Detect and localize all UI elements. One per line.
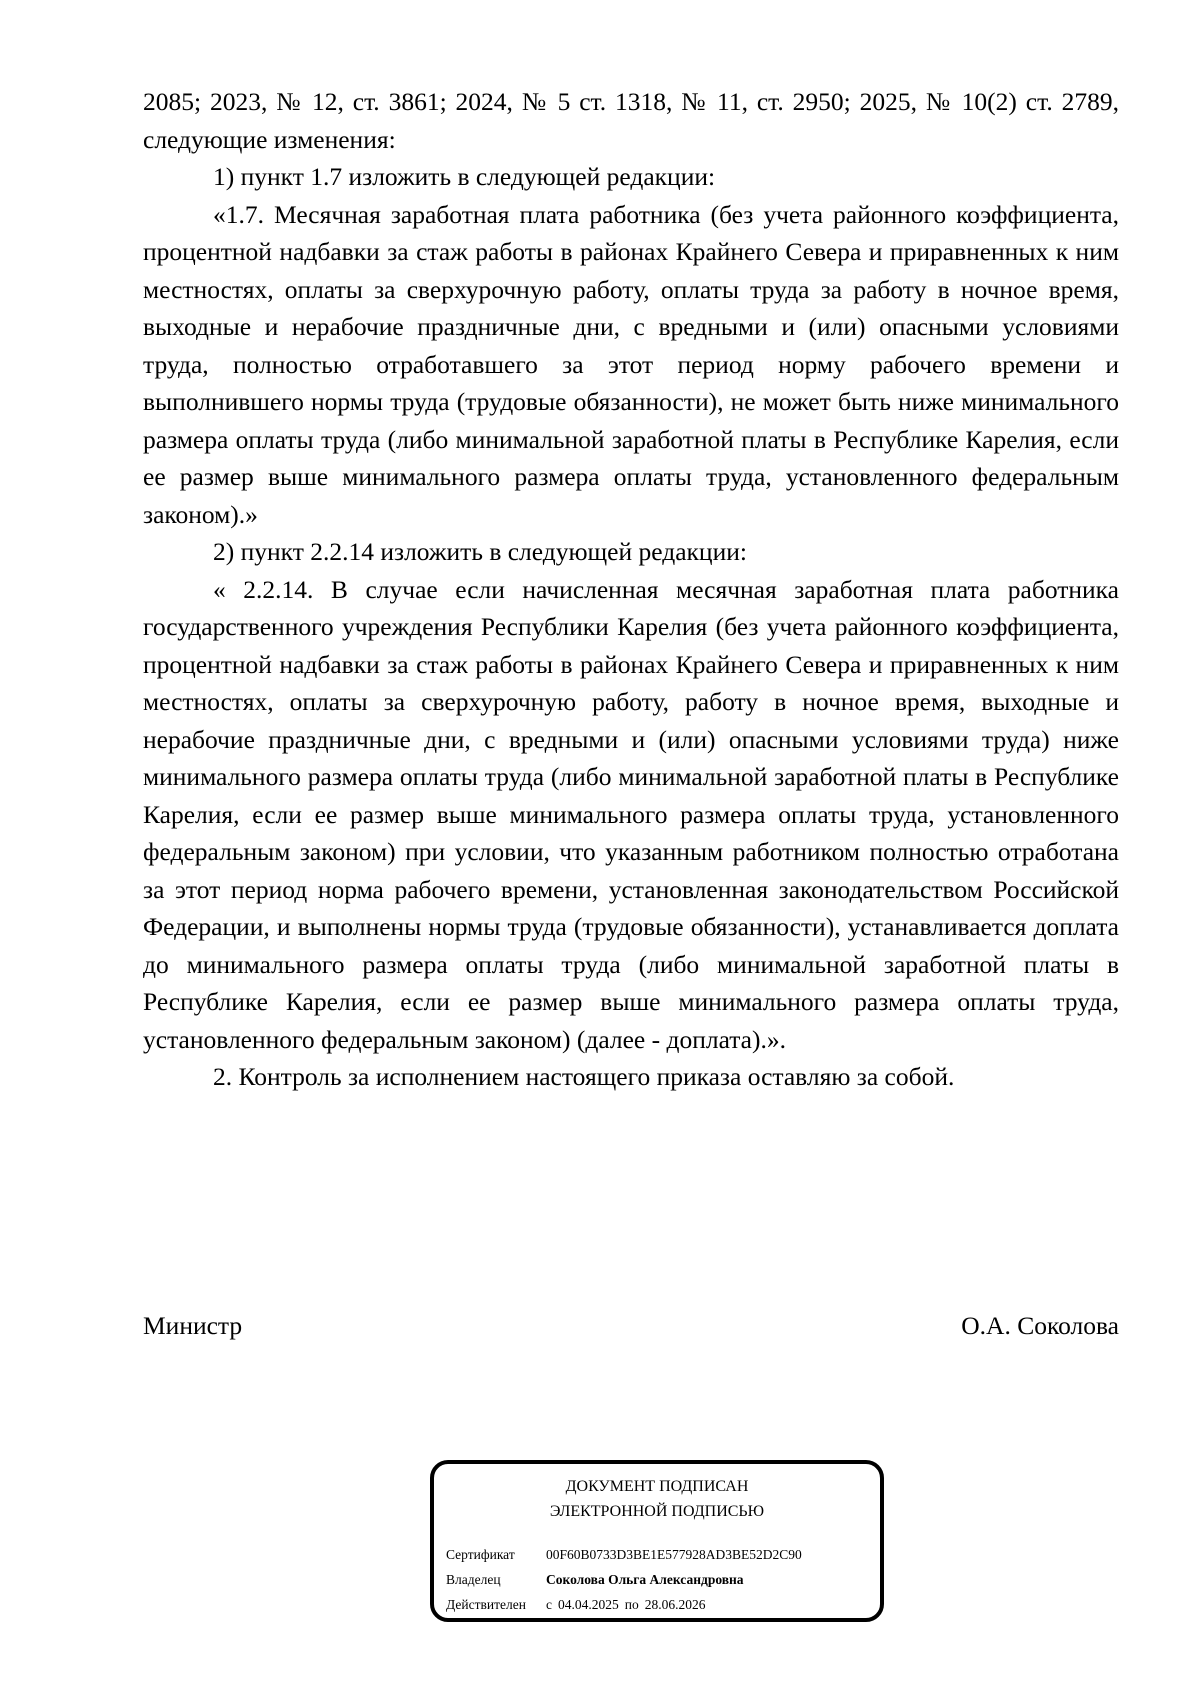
paragraph-clause-1-7: «1.7. Месячная заработная плата работника (без учета районного коэффициента, процентной надбавки за стаж работы в районах Крайнего Севера и приравненных к ним местностях, оплаты за сверхурочную работу, оплаты труда за работу в ночное время, выходные и нерабочие праздничные дни, с вредными и (или) опасными условиями труда, полностью отработавшего за этот период норму рабочего времени и выполнившего нормы труда (трудовые обязанности), не может быть ниже минимального размера оплаты труда (либо минимальной заработной платы в Республике Карелия, если ее размер выше минимального размера оплаты труда, установленного федеральным законом).» (143, 199, 1119, 529)
stamp-validity-label: Действителен (446, 1597, 526, 1612)
stamp-valid-from: 04.04.2025 (558, 1597, 619, 1612)
paragraph-item-2: 2) пункт 2.2.14 изложить в следующей редакции: (213, 537, 747, 566)
signatory-position: Министр (143, 1311, 243, 1340)
stamp-heading-line-1: ДОКУМЕНТ ПОДПИСАН (565, 1478, 749, 1495)
stamp-owner-label: Владелец (446, 1572, 501, 1587)
stamp-valid-to-prefix: по (624, 1597, 639, 1612)
paragraph-clause-2-2-14: « 2.2.14. В случае если начисленная месячная заработная плата работника государственного учреждения Республики Карелия (без учета районного коэффициента, процентной надбавки за стаж работы в районах Крайнего Севера и приравненных к ним местностях, оплаты за сверхурочную работу, работу в ночное время, выходные и нерабочие праздничные дни, с вредными и (или) опасными условиями труда) ниже минимального размера оплаты труда (либо минимальной заработной платы в Республике Карелия, если ее размер выше минимального размера оплаты труда, установленного федеральным законом) при условии, что указанным работником полностью отработана за этот период норма рабочего времени, установленная законодательством Российской Федерации, и выполнены нормы труда (трудовые обязанности), устанавливается доплата до минимального размера оплаты труда (либо минимальной заработной платы в Республике Карелия, если ее размер выше минимального размера оплаты труда, установленного федеральным законом) (далее - доплата).». (143, 574, 1119, 1054)
paragraph-item-1: 1) пункт 1.7 изложить в следующей редакции: (213, 162, 716, 191)
signatory-name: О.А. Соколова (961, 1311, 1119, 1340)
paragraph-intro-tail: 2085; 2023, № 12, ст. 3861; 2024, № 5 ст. 1318, № 11, ст. 2950; 2025, № 10(2) ст. 2789, следующие изменения: (143, 87, 1119, 154)
stamp-owner-value: Соколова Ольга Александровна (546, 1572, 744, 1587)
stamp-certificate-value: 00F60B0733D3BE1E577928AD3BE52D2C90 (546, 1547, 802, 1562)
stamp-valid-from-prefix: с (546, 1597, 552, 1612)
stamp-validity-row (446, 1592, 870, 1617)
electronic-signature-stamp (430, 1460, 884, 1622)
stamp-certificate-row (446, 1542, 870, 1567)
document-body (143, 83, 1119, 1096)
stamp-details (446, 1542, 870, 1617)
stamp-owner-row (446, 1567, 870, 1592)
paragraph-control: 2. Контроль за исполнением настоящего приказа оставляю за собой. (213, 1062, 955, 1091)
stamp-heading (434, 1474, 880, 1524)
stamp-heading-line-2: ЭЛЕКТРОННОЙ ПОДПИСЬЮ (549, 1503, 765, 1520)
signature-block (143, 1307, 1119, 1347)
stamp-certificate-label: Сертификат (446, 1547, 515, 1562)
stamp-valid-to: 28.06.2026 (644, 1597, 706, 1612)
